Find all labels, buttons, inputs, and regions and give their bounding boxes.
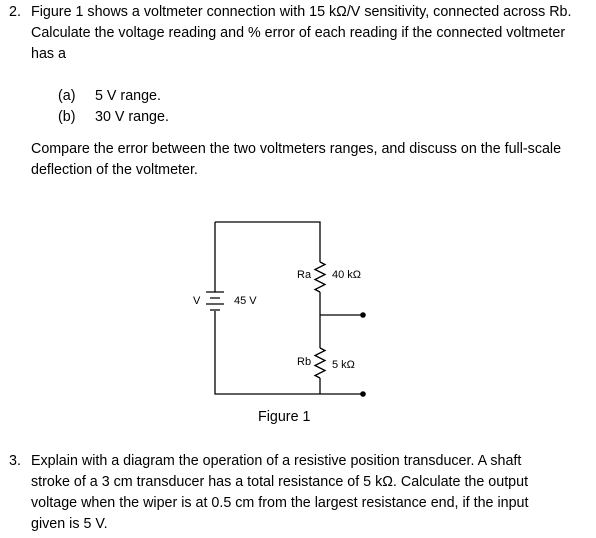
resistor-ra-symbol xyxy=(315,262,325,292)
source-value: 45 V xyxy=(234,295,257,307)
question-2-line-1: Figure 1 shows a voltmeter connection with 15 kΩ/V sensitivity, connected across Rb. xyxy=(31,4,572,20)
question-3-number: 3. xyxy=(9,453,21,469)
item-b-label: (b) xyxy=(58,109,76,125)
question-2-line-3: has a xyxy=(31,46,66,62)
question-3-line-4: given is 5 V. xyxy=(31,516,108,532)
terminal-dot-bottom xyxy=(360,391,366,397)
battery-symbol xyxy=(206,292,224,310)
terminal-dot-middle xyxy=(360,312,366,318)
wire-top xyxy=(215,222,320,262)
compare-line-1: Compare the error between the two voltmeters ranges, and discuss on the full-scale xyxy=(31,141,562,157)
question-3-line-2: stroke of a 3 cm transducer has a total resistance of 5 kΩ. Calculate the output xyxy=(31,474,529,490)
item-a-text: 5 V range. xyxy=(95,88,161,104)
rb-value: 5 kΩ xyxy=(332,359,355,371)
question-3-line-3: voltage when the wiper is at 0.5 cm from the largest resistance end, if the input xyxy=(31,495,529,511)
wire-left-lower xyxy=(215,311,320,394)
question-3-line-1: Explain with a diagram the operation of a resistive position transducer. A shaft xyxy=(31,453,522,469)
compare-line-2: deflection of the voltmeter. xyxy=(31,162,198,178)
resistor-rb-symbol xyxy=(315,348,325,378)
figure-caption: Figure 1 xyxy=(258,409,311,425)
item-a-label: (a) xyxy=(58,88,76,104)
ra-label: Ra xyxy=(297,269,312,281)
question-2-number: 2. xyxy=(9,4,21,20)
rb-label: Rb xyxy=(297,356,312,368)
source-label: V xyxy=(193,295,201,307)
item-b-text: 30 V range. xyxy=(95,109,169,125)
question-2-line-2: Calculate the voltage reading and % error of each reading if the connected voltmeter xyxy=(31,25,566,41)
ra-value: 40 kΩ xyxy=(332,269,362,281)
